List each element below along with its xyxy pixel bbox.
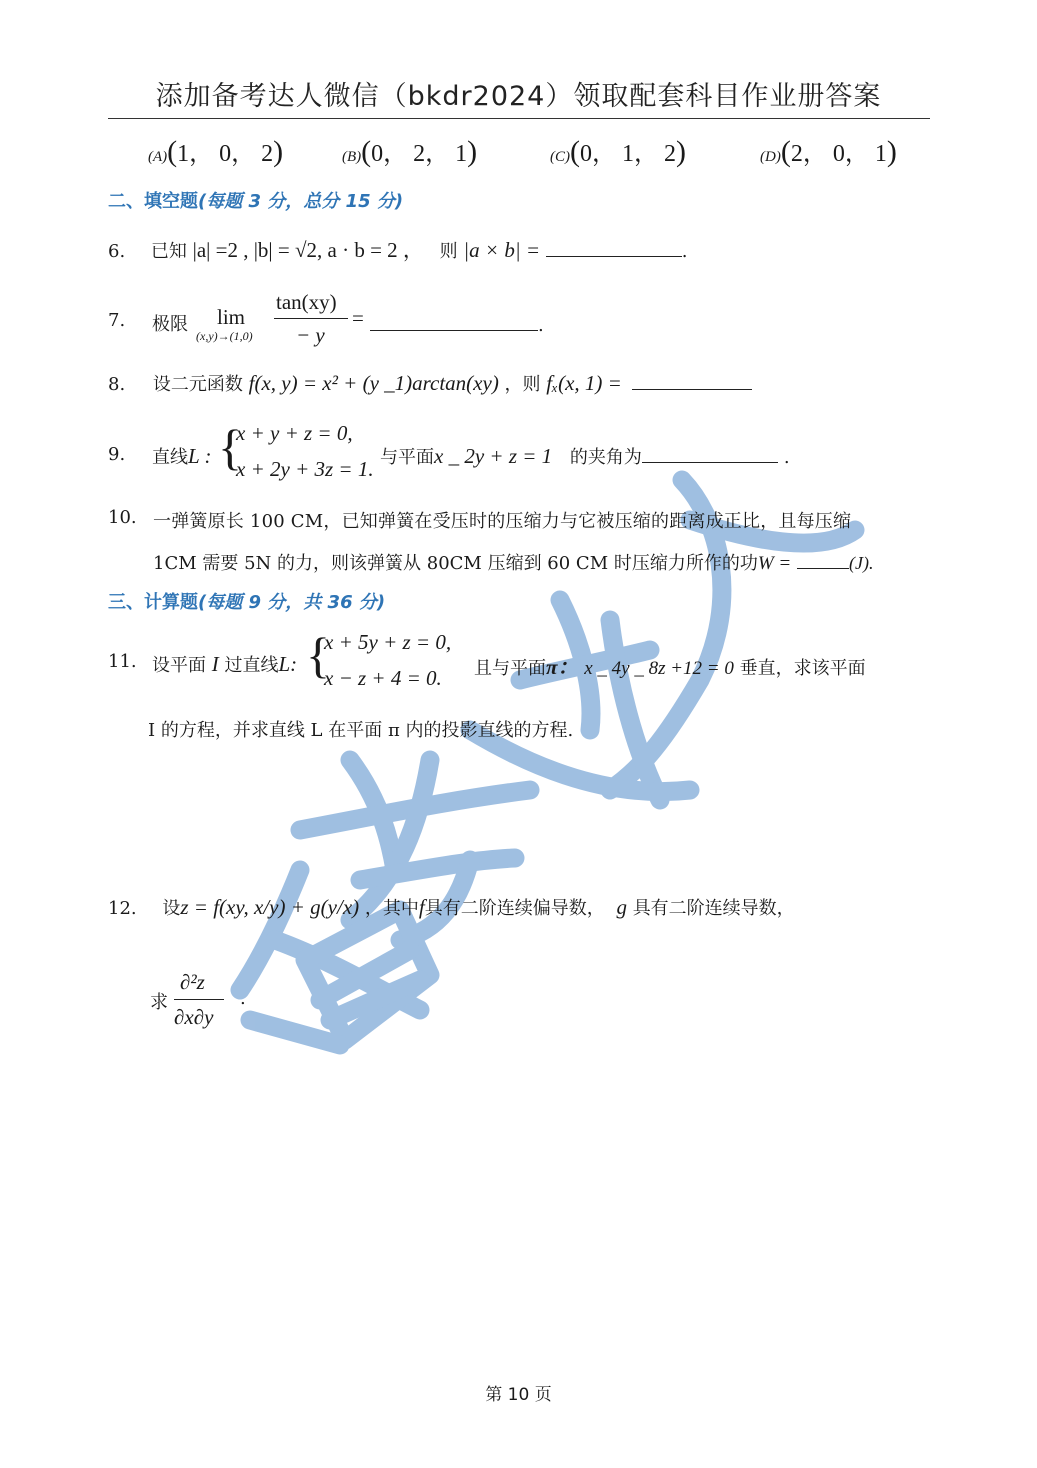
section-heading: 三、计算题 bbox=[108, 592, 198, 613]
limit-operator: lim bbox=[217, 305, 246, 329]
fraction-numerator: tan(xy) bbox=[276, 290, 337, 314]
question-12-ask: 求 bbox=[150, 992, 168, 1013]
option-label: (C) bbox=[550, 149, 570, 165]
punctuation: . bbox=[681, 241, 688, 262]
section-note: (每题 9 分，共 36 分) bbox=[198, 592, 386, 613]
math-expression: W = bbox=[757, 553, 792, 574]
plane-name: I bbox=[211, 652, 219, 676]
question-text: ，其中 bbox=[364, 898, 419, 919]
punctuation: . bbox=[240, 988, 246, 1009]
math-expression: x _ 4y _ 8z +12 = 0 bbox=[584, 658, 734, 679]
function-name: g bbox=[616, 895, 627, 919]
question-11-number: 11. bbox=[108, 651, 137, 672]
section-heading: 二、填空题 bbox=[108, 191, 198, 212]
answer-blank[interactable] bbox=[546, 238, 682, 257]
limit-subscript: (x,y)→(1,0) bbox=[196, 329, 253, 343]
answer-blank[interactable] bbox=[632, 371, 752, 390]
question-text: ，则 bbox=[504, 374, 541, 395]
question-7-number: 7. bbox=[108, 310, 126, 331]
system-brace: { bbox=[218, 419, 242, 475]
fraction-denominator: − y bbox=[296, 323, 325, 347]
question-number: 12. bbox=[108, 898, 137, 919]
question-6 bbox=[108, 234, 688, 264]
derivative-numerator: ∂²z bbox=[180, 970, 205, 994]
question-12 bbox=[108, 894, 795, 920]
option-label: (D) bbox=[760, 149, 781, 165]
option-value: 0， 1， 2 bbox=[580, 141, 676, 167]
question-text: 且与平面 bbox=[474, 658, 546, 679]
question-7-answer bbox=[370, 312, 544, 336]
question-number: 6. bbox=[108, 241, 126, 262]
system-equation-1: x + 5y + z = 0, bbox=[324, 630, 452, 654]
option-d: (D)(2， 0， 1) bbox=[760, 135, 897, 168]
section-title-calculation bbox=[108, 588, 385, 614]
question-9-number: 9. bbox=[108, 444, 126, 465]
system-equation-2: x + 2y + 3z = 1. bbox=[236, 457, 374, 481]
question-text: 设二元函数 bbox=[152, 374, 243, 395]
question-9-prefix bbox=[152, 443, 212, 469]
math-expression: f(x, y) = x² + (y _1)arctan(xy) bbox=[248, 371, 499, 395]
line-name: L : bbox=[188, 444, 212, 468]
unit-label: (J). bbox=[848, 553, 874, 573]
option-value: 0， 2， 1 bbox=[371, 141, 468, 167]
question-text: 过直线 bbox=[224, 655, 279, 676]
option-value: 2， 0， 1 bbox=[790, 141, 887, 167]
question-text: 1CM 需要 5N 的力，则该弹簧从 80CM 压缩到 60 CM 时压缩力所作的功 bbox=[153, 553, 758, 574]
math-expression: x _ 2y + z = 1 bbox=[434, 444, 553, 468]
header-divider bbox=[108, 118, 930, 119]
punctuation: . bbox=[538, 315, 544, 336]
question-text: 设平面 bbox=[152, 655, 206, 676]
answer-blank[interactable] bbox=[797, 550, 849, 569]
question-text: 则 bbox=[439, 241, 458, 262]
system-equation-2: x − z + 4 = 0. bbox=[324, 666, 442, 690]
question-text: 具有二阶连续导数， bbox=[632, 898, 795, 919]
page-number: 第 10 页 bbox=[485, 1385, 552, 1405]
line-name: L: bbox=[278, 652, 298, 676]
question-text: 设 bbox=[162, 898, 181, 919]
question-text: 垂直，求该平面 bbox=[739, 658, 866, 679]
question-text: 具有二阶连续偏导数， bbox=[424, 898, 605, 919]
system-brace: { bbox=[306, 627, 330, 683]
question-10-number: 10. bbox=[108, 507, 137, 528]
system-equation-1: x + y + z = 0, bbox=[236, 421, 353, 445]
fraction-bar bbox=[174, 999, 224, 1000]
question-10-line2 bbox=[153, 549, 873, 575]
section-note: (每题 3 分，总分 15 分) bbox=[198, 191, 404, 212]
page-header: 添加备考达人微信（bkdr2024）领取配套科目作业册答案 bbox=[155, 81, 882, 112]
equals-sign: = bbox=[352, 306, 364, 330]
question-9-rest bbox=[380, 443, 790, 469]
answer-blank[interactable] bbox=[642, 444, 778, 463]
punctuation: . bbox=[783, 447, 790, 468]
section-title-fill-blank bbox=[108, 187, 403, 213]
question-7-prefix: 极限 bbox=[152, 314, 188, 335]
question-number: 8. bbox=[108, 374, 126, 395]
fraction-bar bbox=[274, 318, 348, 319]
question-text: 已知 bbox=[150, 241, 187, 262]
answer-blank[interactable] bbox=[370, 312, 538, 331]
option-c: (C)(0， 1， 2) bbox=[550, 135, 686, 168]
question-10-line1: 一弹簧原长 100 CM，已知弹簧在受压时的压缩力与它被压缩的距离成正比，且每压缩 bbox=[153, 511, 852, 532]
option-a: (A)(1， 0， 2) bbox=[148, 135, 284, 168]
option-label: (B) bbox=[342, 149, 362, 165]
math-expression: z = f(xy, x/y) + g(y/x) bbox=[180, 895, 360, 919]
option-b: (B)(0， 2， 1) bbox=[342, 135, 478, 168]
question-text: 与平面 bbox=[380, 447, 434, 468]
question-11-rest bbox=[474, 651, 866, 681]
question-8 bbox=[108, 370, 752, 396]
question-text: 直线 bbox=[152, 447, 188, 468]
math-condition: |a| =2 , |b| = √2, a · b = 2 ， bbox=[192, 238, 424, 262]
question-text: 的夹角为 bbox=[569, 447, 642, 468]
question-11-prefix bbox=[152, 651, 297, 677]
plane-pi: π： bbox=[546, 655, 579, 679]
math-expression: fₓ(x, 1) = bbox=[546, 371, 622, 395]
math-expression: |a × b| = bbox=[463, 238, 541, 262]
question-11-line2: I 的方程，并求直线 L 在平面 π 内的投影直线的方程. bbox=[148, 720, 574, 741]
option-value: 1， 0， 2 bbox=[177, 141, 274, 167]
function-name: f bbox=[418, 895, 425, 919]
derivative-denominator: ∂x∂y bbox=[174, 1005, 214, 1029]
option-label: (A) bbox=[148, 149, 168, 165]
